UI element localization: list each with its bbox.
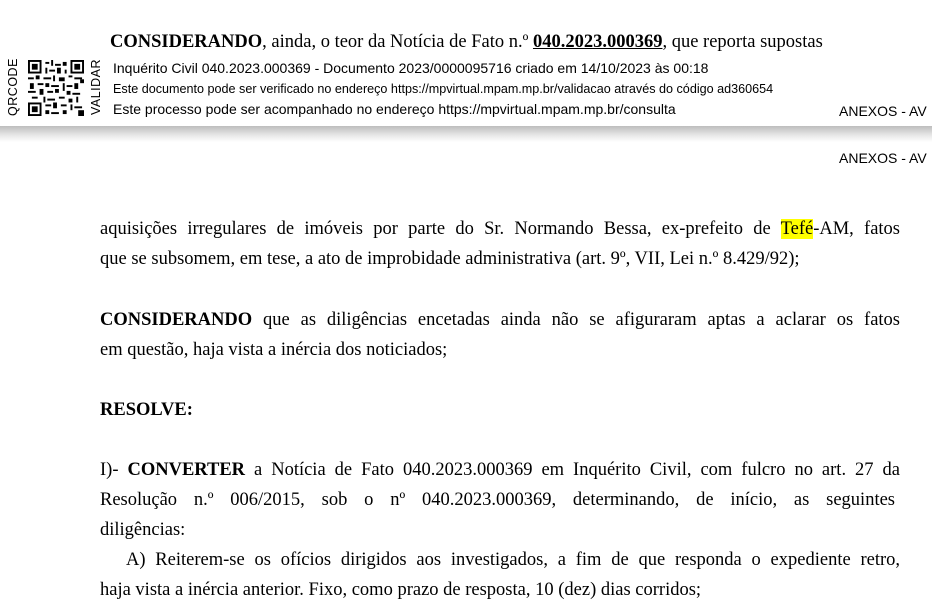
- converter-lead: CONVERTER: [127, 460, 246, 480]
- paragraph-line: [100, 214, 900, 244]
- stamp-line-2: Este documento pode ser verificado no endereço https://mpvirtual.mpam.mp.br/validacao através do código ad360654: [113, 82, 774, 96]
- top-paragraph-line: [110, 27, 900, 57]
- paragraph-line: que se subsomem, em tese, a ato de improbidade administrativa (art. 9º, VII, Lei n.º 8.429/92);: [100, 249, 800, 269]
- paragraph-line: [100, 455, 900, 485]
- annex-label-1: ANEXOS - AV: [839, 103, 927, 119]
- p1-text-b: -AM, fatos: [813, 219, 900, 239]
- paragraph-line: A) Reiterem-se os ofícios dirigidos aos investigados, a fim de que responda o expediente retro,: [126, 550, 900, 570]
- top-text-1: , ainda, o teor da Notícia de Fato n.º: [262, 32, 533, 52]
- page-break-shadow: [0, 126, 932, 142]
- resolve-heading: [100, 395, 193, 425]
- qr-code-icon[interactable]: [28, 60, 84, 116]
- annex-label-2: ANEXOS - AV: [839, 150, 927, 166]
- p2-text: que as diligências encetadas ainda não se afiguraram aptas a aclarar os fatos: [252, 310, 900, 330]
- considerando-lead: CONSIDERANDO: [110, 32, 263, 52]
- p1-text-a: aquisições irregulares de imóveis por parte do Sr. Normando Bessa, ex-prefeito de: [100, 219, 781, 239]
- paragraph-line: [100, 305, 900, 335]
- qrcode-label: QRCODE: [6, 58, 20, 116]
- paragraph-item-a: [100, 545, 900, 605]
- p3-text: a Notícia de Fato 040.2023.000369 em Inquérito Civil, com fulcro no art. 27 da: [245, 460, 900, 480]
- p3-prefix: I)-: [100, 460, 128, 480]
- validation-stamp: [0, 56, 932, 126]
- considerando-lead-2: CONSIDERANDO: [100, 310, 253, 330]
- noticia-number: 040.2023.000369: [532, 32, 663, 52]
- paragraph-line: em questão, haja vista a inércia dos noticiados;: [100, 340, 448, 360]
- paragraph-considerando-2: [100, 305, 900, 365]
- top-text-2: , que reporta supostas: [662, 32, 823, 52]
- paragraph-line: Resolução n.º 006/2015, sob o nº 040.2023.000369, determinando, de início, as seguintes: [100, 490, 895, 510]
- paragraph-line: haja vista a inércia anterior. Fixo, como prazo de resposta, 10 (dez) dias corridos;: [100, 580, 702, 600]
- resolve-text: RESOLVE:: [100, 400, 193, 420]
- highlight-tefe: Tefé: [780, 219, 814, 239]
- paragraph-aquisicoes: [100, 214, 900, 274]
- paragraph-converter: [100, 455, 900, 545]
- validar-label: VALIDAR: [89, 58, 103, 116]
- stamp-line-3: Este processo pode ser acompanhado no endereço https://mpvirtual.mpam.mp.br/consulta: [113, 101, 676, 117]
- paragraph-line: diligências:: [100, 520, 186, 540]
- stamp-line-1: Inquérito Civil 040.2023.000369 - Documento 2023/0000095716 criado em 14/10/2023 às 00:18: [113, 60, 709, 76]
